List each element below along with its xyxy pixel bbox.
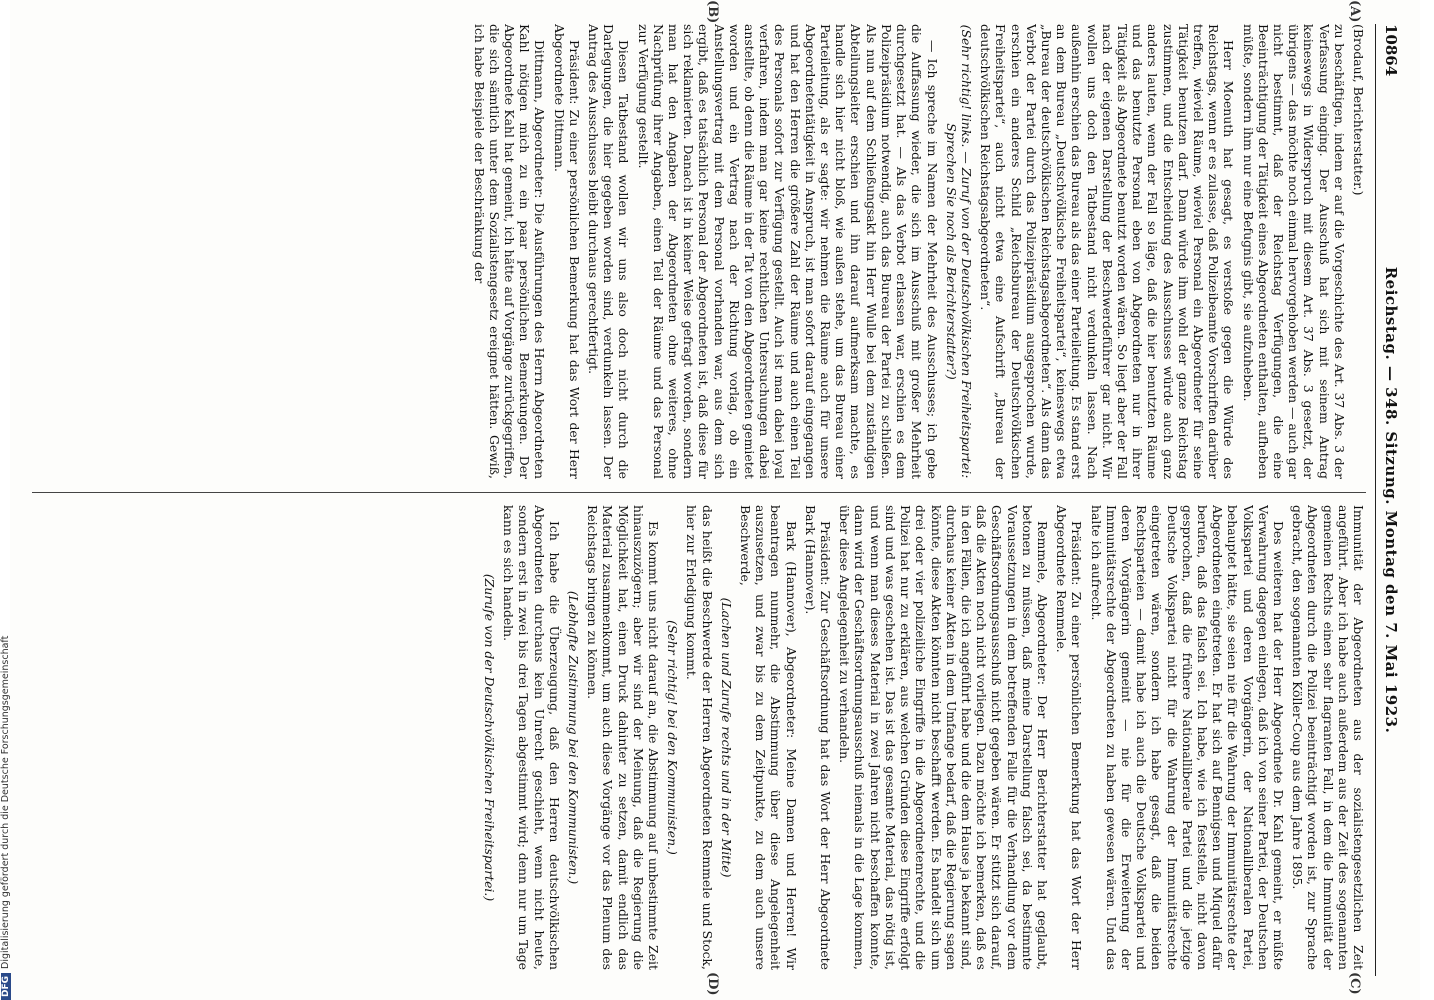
paragraph: Des weiteren hat der Herr Abgeordnete Dr. Kahl gemeint, er müßte Verwahrung dagegen einlegen, daß ich von seiner Partei, der Deutschen Volkspartei und deren Vorgängerin, der Nationalliberalen Partei, behauptet hätte, sie seien nie für die Wahrung der Immunitätsrechte der Abgeordneten eingetreten. Er hat sich auf Bennigsen und Miquel dafür berufen, daß das falsch sei. Ich habe, wie ich feststelle, nicht davon gesprochen, daß die frühere Nationalliberale Partei und die jetzige Deutsche Volkspartei nicht für die Wahrung der Immunitätsrechte eingetreten wären, sondern ich habe gesagt, daß die beiden Rechtsparteien — damit habe ich auch die Deutsche Volkspartei und deren Vorgängerin gemeint — nie für die Erweiterung der Immunitätsrechte der Abgeordneten zu haben gewesen wären. Und das halte ich aufrecht.: [1088, 505, 1286, 970]
paragraph: Remmele, Abgeordneter: Der Herr Berichterstatter hat geglaubt, betonen zu müssen, daß meine Darstellung falsch sei, da bestimmte Voraussetzungen in dem betreffenden Falle für die Verhandlung vor dem Geschäftsordnungsausschuß nicht gegeben wären. Er stützt sich darauf, daß die Akten noch nicht vorliegen. Dazu möchte ich bemerken, daß es in den Fällen, die ich angeführt habe und die dem Hause ja bekannt sind, durchaus keiner Akten in dem Umfange bedarf, daß die Regierung sagen könnte, diese Akten könnten nicht beschafft werden. Es handelt sich um drei oder vier polizeiliche Eingriffe in die Abgeordnetenrechte, und die Polizei hat nur zu erklären, aus welchen Gründen diese Eingriffe erfolgt sind und was geschehen ist. Das ist das gesamte Material, das nötig ist, und wenn man dieses Material in zwei Jahren nicht beschaffen konnte, dann wird der Geschäftsordnungsausschuß niemals in die Lage kommen, über diese Angelegenheit zu verhandeln.: [837, 505, 1050, 970]
president-remark: Präsident: Zu einer persönlichen Bemerkung hat das Wort der Herr Abgeordnete Remmele.: [1054, 505, 1085, 970]
margin-mark-a: (A): [1347, 0, 1362, 23]
paragraph: Es kommt uns nicht darauf an, die Abstimmung auf unbestimmte Zeit hinauszuzögern; aber wir sind der Meinung, daß die Regierung die Möglichkeit hat, einen Druck dahinter zu setzen, damit endlich das Material zusammenkommt, um auch diese Vorgänge vor das Plenum des Reichstags bringen zu können.: [585, 505, 662, 970]
interjection: (Sehr richtig! bei den Kommunisten.): [665, 620, 681, 855]
paragraph: Ich habe die Überzeugung, daß den Herren deutschvölkischen Abgeordneten durchaus kein Unrecht geschieht, wenn nicht heute, sondern erst in zwei bis drei Tagen abgestimmt wird; denn nur um Tage kann es sich handeln.: [501, 505, 562, 970]
paragraph: zu beschäftigen, indem er auf die Vorgeschichte des Art. 37 Abs. 3 der Verfassung einging. Der Ausschuß hat sich mit seinem Antrag keineswegs in Widerspruch mit diesem Art. 37 Abs. 3 gesetzt, der übrigens — das möchte noch einmal hervorgehoben werden — auch gar nicht bestimmt, daß der Reichstag Verfügungen, die eine Beeinträchtigung der Tätigkeit eines Abgeordneten enthalten, aufheben müßte, sondern ihm nur eine Befugnis gibt, sie aufzuheben.: [1240, 24, 1347, 479]
paragraph: Bark (Hannover), Abgeordneter: Meine Damen und Herren! Wir beantragen nunmehr, die Abstimmung über diese Angelegenheit auszusetzen, und zwar bis zu dem Zeitpunkte, zu dem auch unsere Beschwerde,: [738, 505, 799, 970]
funding-text: Digitalisierung gefördert durch die Deutsche Forschungsgemeinschaft: [0, 635, 11, 969]
margin-mark-d: (D): [705, 972, 720, 996]
paragraph: Herr Moenuth hat gesagt, es verstoße gegen die Würde des Reichstags, wenn er es zulasse, daß Polizeibeamte Vorschriften darüber treffen, wieviel Räume, wieviel Personal ein Abgeordneter für seine Tätigkeit benutzen darf. Dann würde ihm wohl der ganze Reichstag zustimmen, und die Entscheidung des Ausschusses würde auch ganz anders lauten, wenn der Fall so läge, daß die hier benutzten Räume und das benutzte Personal eben von Abgeordneten nur in ihrer Tätigkeit als Abgeordnete benutzt worden wären. So liegt aber der Fall nach der eigenen Darstellung der Beschwerdeführer gar nicht. Wir wollen uns doch den Tatbestand nicht verdunkeln lassen. Nach außenhin erschien das Bureau als das einer Parteileitung. Es stand erst an dem Bureau „Deutschvölkische Freiheitspartei“, keineswegs etwa „Bureau der deutschvölkischen Reichstagsabgeordneten“. Als dann das Verbot der Partei durch das Polizeipräsidium ausgesprochen wurde, erschien ein anderes Schild „Reichsbureau der Deutschvölkischen Freiheitspartei“, auch nicht etwa eine Aufschrift „Bureau der deutschvölkischen Reichstagsabgeordneten“.: [978, 24, 1237, 479]
page-header: [1375, 24, 1404, 976]
interjection: (Lachen und Zurufe rechts und in der Mitte): [718, 597, 734, 878]
document-page: [10, 0, 1420, 1000]
interjection: (Sehr richtig! links. — Zuruf von der Deutschvölkischen Freiheitspartei: Sprechen Sie noch als Berichterstatter?): [943, 24, 974, 479]
paragraph: Diesen Tatbestand wollen wir uns also doch nicht durch die Darlegungen, die hier gegeben worden sind, verdunkeln lassen. Der Antrag des Ausschusses bleibt durchaus gerechtfertigt.: [586, 24, 632, 479]
president-remark: Präsident: Zur Geschäftsordnung hat das Wort der Herr Abgeordnete Bark (Hannover).: [802, 505, 834, 970]
margin-mark-b: (B): [705, 0, 720, 24]
paragraph: — Ich spreche im Namen der Mehrheit des Ausschusses; ich gebe die Auffassung wieder, die sich im Ausschuß mit großer Mehrheit durchgesetzt hat. — Als das Verbot erlassen war, erschien es dem Polizeipräsidium notwendig, auch das Bureau der Partei zu schließen. Als nun auf dem Schließungsakt hin Herr Wulle bei dem zuständigen Abteilungsleiter erschien und ihn darauf aufmerksam machte, es handle sich hier nicht bloß, wie außen stehe, um das Bureau einer Parteileitung, als er sagte: wir nehmen die Räume auch für unsere Abgeordnetentätigkeit in Anspruch, ist man sofort darauf eingegangen und hat den Herren die größere Zahl der Räume und auch einen Teil des Personals sofort zur Verfügung gestellt. Auch ist man dabei loyal verfahren, indem man gar keine rechtlichen Untersuchungen dabei anstellte, ob denn die Räume in der Tat von den Abgeordneten gemietet worden und ein Vertrag nach der Richtung vorlag, ob ein Anstellungsvertrag mit dem Personal vorhanden war, aus dem sich ergibt, daß es tatsächlich Personal der Abgeordneten ist, daß diese für sich reklamierten. Danach ist in keiner Weise gefragt worden, sondern man hat den Angaben der Abgeordneten ohne weiteres, ohne Nachprüfung ihrer Angaben, einen Teil der Räume und das Personal zur Verfügung gestellt.: [635, 24, 940, 479]
interjection: (Lebhafte Zustimmung bei den Kommunisten.): [566, 590, 582, 885]
column-divider: [32, 492, 1366, 493]
page-number: 10864: [1382, 24, 1400, 77]
paragraph: Dittmann, Abgeordneter: Die Ausführungen des Herrn Abgeordneten Kahl nötigen mich zu ein paar persönlichen Bemerkungen. Der Abgeordnete Kahl hat gemeint, ich hätte auf Vorgänge zurückgegriffen, die sich sämtlich unter dem Sozialistengesetz ereignet hätten. Gewiß, ich habe Beispiele der Beschränkung der: [471, 24, 548, 479]
margin-mark-c: (C): [1347, 972, 1362, 995]
right-column: [32, 505, 1366, 970]
page-title: Reichstag. — 348. Sitzung. Montag den 7. Mai 1923.: [1382, 266, 1400, 734]
paragraph: Immunität der Abgeordneten aus der sozialistengesetzlichen Zeit angeführt. Aber ich habe auch außerdem aus der Zeit des sogenannten gemeinen Rechts einen sehr flagranten Fall, in dem die Immunität der Abgeordneten durch die Polizei beeinträchtigt worden ist, zur Sprache gebracht, den sogenannten Köller-Coup aus dem Jahre 1895.: [1290, 505, 1366, 970]
interjection: (Zurufe von der Deutschvölkischen Freiheitspartei.): [482, 573, 498, 902]
paragraph: das heißt die Beschwerde der Herren Abgeordneten Remmele und Stock, hier zur Erledigung kommt.: [684, 505, 715, 970]
president-remark: Präsident: Zu einer persönlichen Bemerkung hat das Wort der Herr Abgeordnete Dittmann.: [551, 24, 582, 479]
dfg-logo: DFG: [1, 973, 11, 1000]
speaker-context: (Brodauf, Berichterstatter.): [1351, 24, 1366, 196]
funding-footer: [0, 0, 14, 1000]
left-column: [32, 24, 1366, 479]
